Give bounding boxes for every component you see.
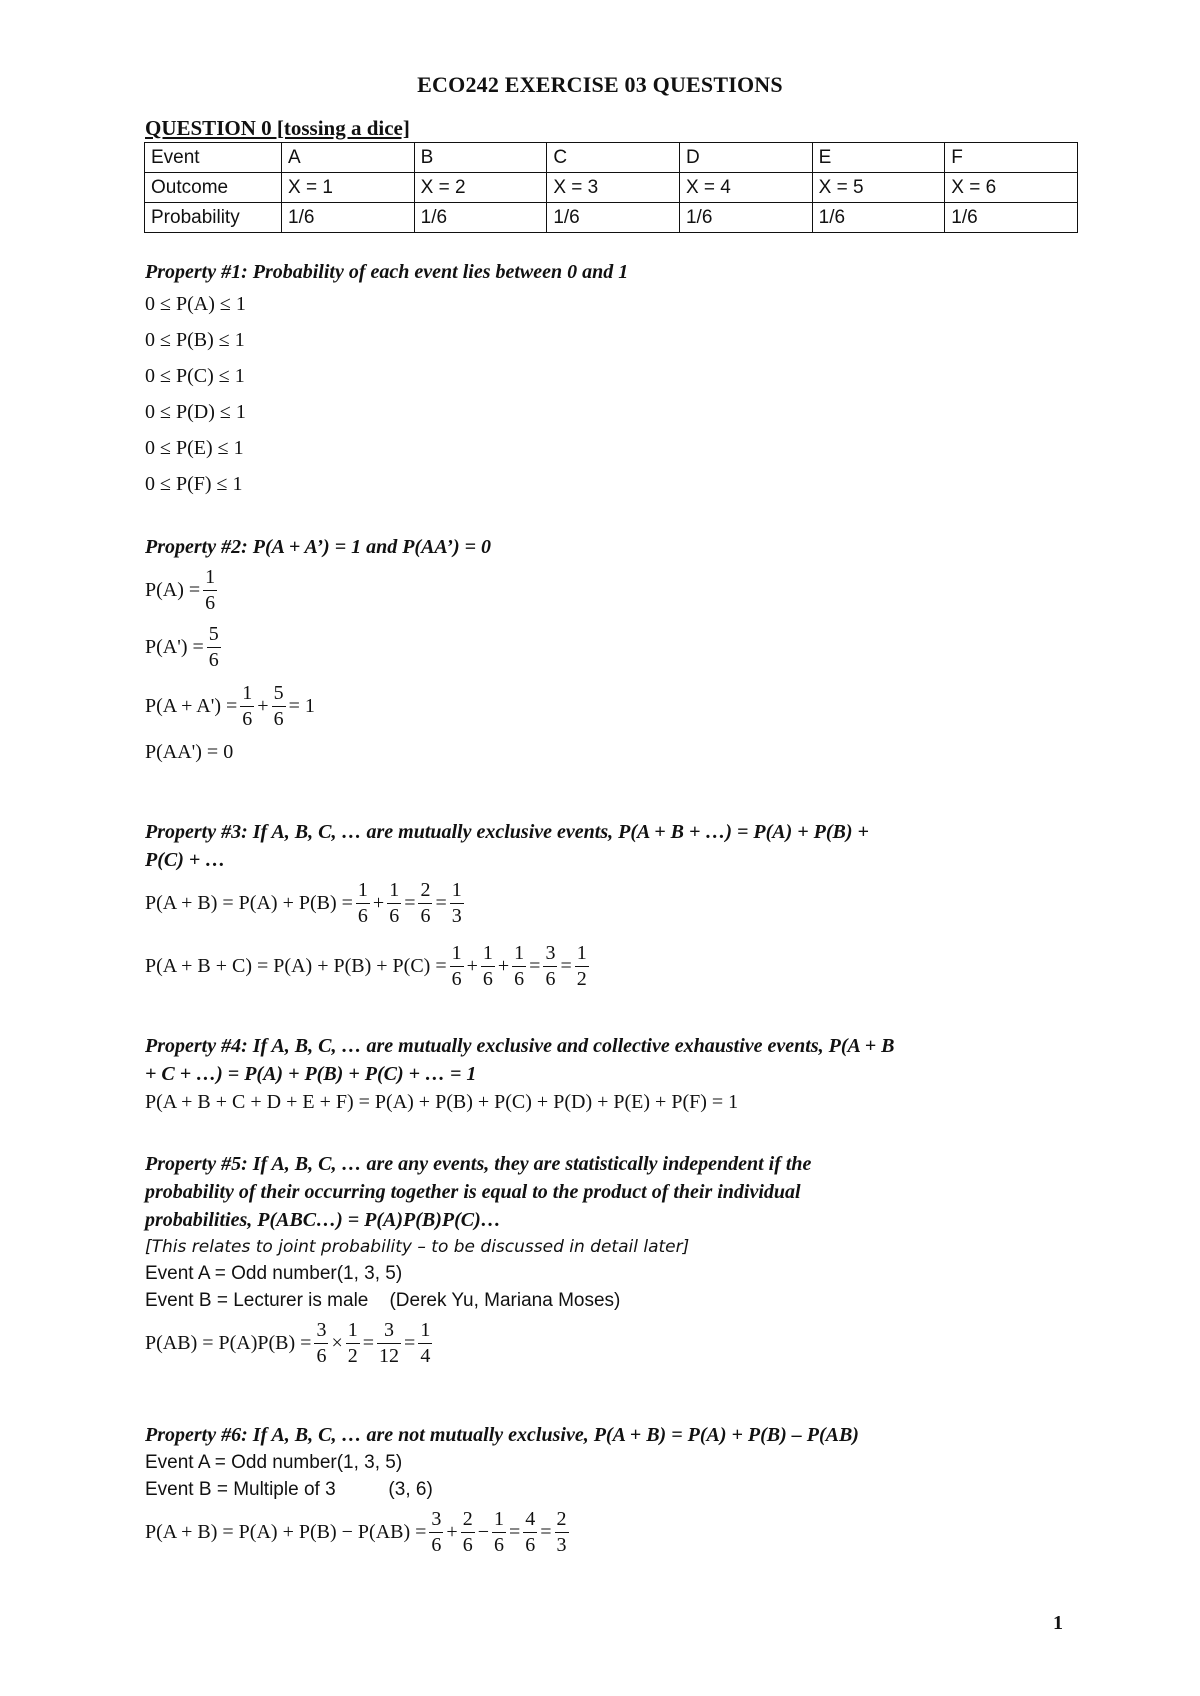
fraction	[387, 878, 401, 929]
fraction	[575, 941, 589, 992]
operator: +	[372, 892, 385, 914]
equation-ab	[145, 878, 1085, 929]
property-3-heading-line: Property #3: If A, B, C, … are mutually exclusive events, P(A + B + …) = P(A) + P(B) +	[145, 821, 869, 843]
operator: =	[540, 1521, 552, 1543]
denominator: 6	[420, 905, 431, 927]
operator: +	[497, 955, 510, 977]
fraction	[523, 1507, 537, 1558]
numerator: 3	[316, 1319, 327, 1341]
table-cell: 1/6	[282, 203, 415, 233]
equation-not-exclusive	[145, 1507, 1085, 1558]
page-number: 1	[1053, 1612, 1063, 1634]
denominator: 6	[273, 708, 284, 730]
denominator: 6	[205, 592, 216, 614]
inequality-line: 0 ≤ P(B) ≤ 1	[145, 329, 245, 351]
numerator: 1	[576, 942, 587, 964]
table-cell: 1/6	[945, 203, 1078, 233]
operator: −	[477, 1521, 489, 1543]
property-4-heading-line: + C + …) = P(A) + P(B) + P(C) + … = 1	[145, 1063, 477, 1085]
inequality-line: 0 ≤ P(D) ≤ 1	[145, 401, 246, 423]
fraction	[461, 1507, 475, 1558]
table-cell: 1/6	[679, 203, 812, 233]
numerator: 1	[389, 879, 400, 901]
numerator: 1	[357, 879, 368, 901]
property-5-heading-line: probability of their occurring together is equal to the product of their individual	[145, 1181, 801, 1203]
table-cell: X = 5	[812, 173, 945, 203]
numerator: 1	[205, 566, 216, 588]
property-4-section	[145, 1032, 1085, 1116]
equation-lhs: P(A) =	[145, 579, 201, 601]
table-cell: F	[945, 143, 1078, 173]
operator: =	[435, 892, 447, 914]
fraction	[450, 878, 464, 929]
fraction	[377, 1318, 401, 1369]
property-2-heading: Property #2: P(A + A’) = 1 and P(AA’) = 0	[145, 536, 492, 558]
numerator: 3	[431, 1508, 442, 1530]
fraction	[240, 681, 254, 732]
denominator: 3	[451, 905, 462, 927]
numerator: 1	[514, 942, 525, 964]
fraction	[512, 941, 526, 992]
operator: =	[508, 1521, 521, 1543]
document-title: ECO242 EXERCISE 03 QUESTIONS	[417, 72, 783, 97]
denominator: 2	[347, 1345, 358, 1367]
operator: =	[404, 892, 416, 914]
joint-probability-note: [This relates to joint probability – to be discussed in detail later]	[145, 1237, 690, 1257]
property-1-section	[145, 258, 1085, 502]
equation-exhaustive: P(A + B + C + D + E + F) = P(A) + P(B) + P(C) + P(D) + P(E) + P(F) = 1	[145, 1091, 739, 1113]
table-row	[145, 143, 1078, 173]
equation-prod: P(AA') = 0	[145, 741, 234, 763]
fraction	[429, 1507, 443, 1558]
property-3-section	[145, 818, 1085, 992]
numerator: 3	[384, 1319, 395, 1341]
table-cell: X = 1	[282, 173, 415, 203]
numerator: 1	[493, 1508, 504, 1530]
equation-lhs: P(A + A') =	[145, 695, 238, 717]
denominator: 6	[545, 968, 556, 990]
numerator: 1	[420, 1319, 431, 1341]
fraction	[207, 622, 221, 673]
property-5-heading-line: Property #5: If A, B, C, … are any events, they are statistically independent if the	[145, 1153, 812, 1175]
denominator: 6	[451, 968, 462, 990]
operator: =	[529, 955, 541, 977]
equation-lhs: P(A') =	[145, 636, 204, 658]
numerator: 1	[242, 682, 253, 704]
table-cell: B	[414, 143, 547, 173]
numerator: 1	[451, 942, 462, 964]
table-cell: E	[812, 143, 945, 173]
numerator: 2	[462, 1508, 473, 1530]
fraction	[314, 1318, 328, 1369]
fraction	[450, 941, 464, 992]
property-5-section	[145, 1150, 1085, 1369]
table-cell: Outcome	[145, 173, 282, 203]
dice-probability-table	[144, 142, 1078, 233]
property-6-section	[145, 1421, 1085, 1558]
equation-rhs: = 1	[288, 695, 315, 717]
table-cell: 1/6	[812, 203, 945, 233]
equation-abc	[145, 941, 1085, 992]
inequality-line: 0 ≤ P(C) ≤ 1	[145, 365, 245, 387]
fraction	[555, 1507, 569, 1558]
denominator: 6	[208, 649, 219, 671]
table-cell: 1/6	[414, 203, 547, 233]
table-cell: D	[679, 143, 812, 173]
operator: +	[466, 955, 478, 977]
fraction	[203, 565, 217, 616]
equation-lhs: P(AB) = P(A)P(B) =	[145, 1332, 312, 1354]
fraction	[543, 941, 557, 992]
equation-pa	[145, 565, 1085, 616]
fraction	[418, 1318, 432, 1369]
equation-pac	[145, 622, 1085, 673]
table-cell: Probability	[145, 203, 282, 233]
inequality-line: 0 ≤ P(A) ≤ 1	[145, 293, 246, 315]
table-cell: X = 2	[414, 173, 547, 203]
fraction	[356, 878, 370, 929]
denominator: 6	[462, 1534, 473, 1556]
numerator: 4	[525, 1508, 536, 1530]
table-cell: X = 6	[945, 173, 1078, 203]
operator: +	[257, 695, 269, 717]
property-2-section	[145, 533, 1085, 770]
property-4-heading-line: Property #4: If A, B, C, … are mutually exclusive and collective exhaustive events, P(A + B	[145, 1035, 895, 1057]
fraction	[481, 941, 495, 992]
denominator: 4	[420, 1345, 431, 1367]
denominator: 2	[576, 968, 587, 990]
numerator: 1	[347, 1319, 358, 1341]
property-1-heading: Property #1: Probability of each event lies between 0 and 1	[145, 261, 629, 283]
denominator: 6	[242, 708, 253, 730]
numerator: 1	[482, 942, 493, 964]
denominator: 6	[482, 968, 493, 990]
table-cell: C	[547, 143, 680, 173]
operator: =	[404, 1332, 416, 1354]
table-row	[145, 173, 1078, 203]
numerator: 5	[273, 682, 284, 704]
equation-lhs: P(A + B) = P(A) + P(B) =	[145, 892, 353, 914]
property-5-heading-line: probabilities, P(ABC…) = P(A)P(B)P(C)…	[145, 1209, 501, 1231]
inequality-line: 0 ≤ P(E) ≤ 1	[145, 437, 244, 459]
denominator: 12	[379, 1345, 400, 1367]
event-a-definition: Event A = Odd number(1, 3, 5)	[145, 1263, 403, 1284]
denominator: 6	[525, 1534, 536, 1556]
numerator: 3	[545, 942, 556, 964]
numerator: 1	[451, 879, 462, 901]
equation-lhs: P(A + B + C) = P(A) + P(B) + P(C) =	[145, 955, 447, 977]
operator: +	[446, 1521, 458, 1543]
property-6-heading: Property #6: If A, B, C, … are not mutually exclusive, P(A + B) = P(A) + P(B) – P(AB)	[145, 1424, 859, 1446]
denominator: 3	[556, 1534, 567, 1556]
fraction	[418, 878, 432, 929]
table-cell: 1/6	[547, 203, 680, 233]
denominator: 6	[514, 968, 525, 990]
equation-lhs: P(A + B) = P(A) + P(B) − P(AB) =	[145, 1521, 427, 1543]
table-cell: A	[282, 143, 415, 173]
table-row	[145, 203, 1078, 233]
question-title: QUESTION 0 [tossing a dice]	[145, 116, 410, 140]
operator: ×	[331, 1332, 343, 1354]
event-b-definition: Event B = Lecturer is male (Derek Yu, Mariana Moses)	[145, 1290, 621, 1311]
fraction	[492, 1507, 506, 1558]
event-a-definition: Event A = Odd number(1, 3, 5)	[145, 1452, 403, 1473]
equation-sum	[145, 681, 1085, 732]
table-cell: X = 3	[547, 173, 680, 203]
event-b-definition: Event B = Multiple of 3 (3, 6)	[145, 1479, 433, 1500]
numerator: 2	[556, 1508, 567, 1530]
equation-independent	[145, 1318, 1085, 1369]
table-cell: X = 4	[679, 173, 812, 203]
denominator: 6	[431, 1534, 442, 1556]
operator: =	[362, 1332, 375, 1354]
property-3-heading-line: P(C) + …	[145, 849, 226, 871]
denominator: 6	[389, 905, 400, 927]
fraction	[272, 681, 286, 732]
inequality-line: 0 ≤ P(F) ≤ 1	[145, 473, 243, 495]
denominator: 6	[316, 1345, 327, 1367]
denominator: 6	[493, 1534, 504, 1556]
denominator: 6	[357, 905, 368, 927]
operator: =	[560, 955, 572, 977]
fraction	[346, 1318, 360, 1369]
numerator: 2	[420, 879, 431, 901]
numerator: 5	[208, 623, 219, 645]
table-cell: Event	[145, 143, 282, 173]
